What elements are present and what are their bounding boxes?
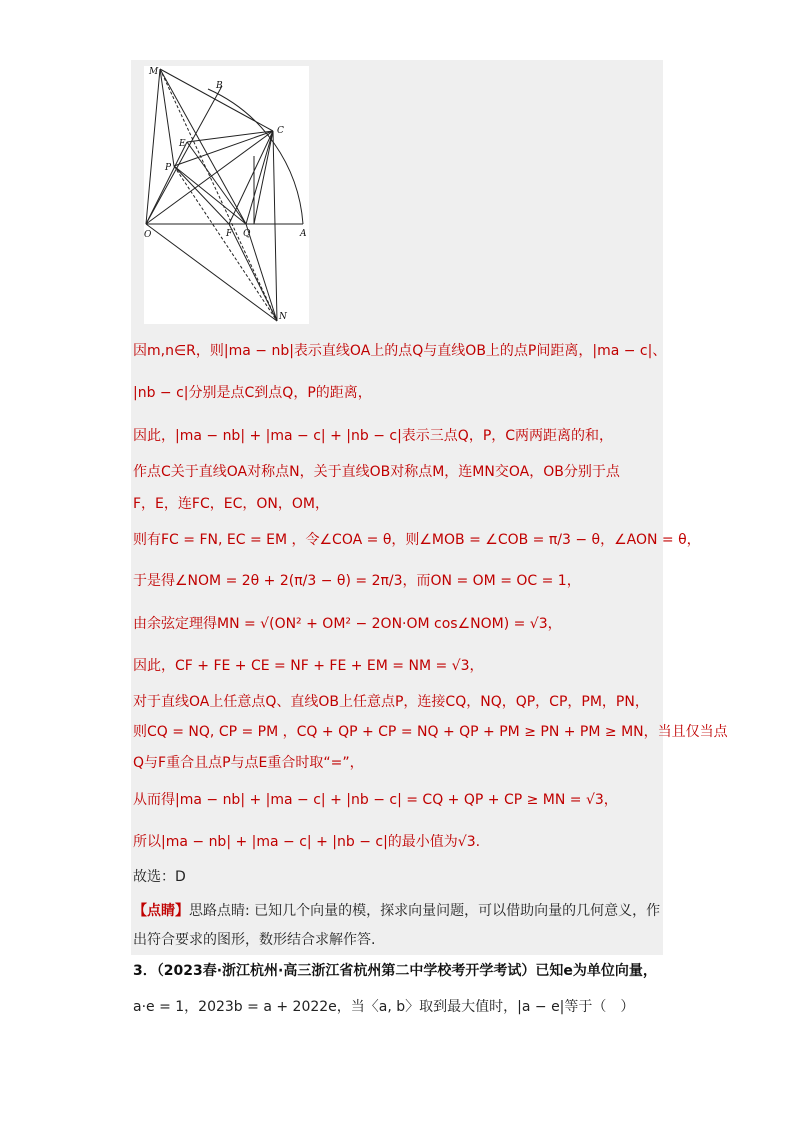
label-F: F: [226, 229, 233, 239]
label-M: M: [149, 67, 159, 77]
label-C: C: [277, 126, 284, 136]
comment-text-1: 思路点睛: 已知几个向量的模，探求向量问题，可以借助向量的几何意义，作: [189, 903, 661, 919]
next-problem-line-1: 3．（2023春·浙江杭州·高三浙江省杭州第二中学校考开学考试）已知e为单位向量，: [133, 963, 657, 979]
label-B: B: [216, 81, 223, 91]
label-Q: Q: [243, 229, 251, 239]
comment-line-2: 出符合要求的图形，数形结合求解作答.: [133, 932, 376, 948]
geometry-figure: [144, 66, 309, 324]
solution-line-1: 因m,n∈R，则|ma − nb|表示直线OA上的点Q与直线OB上的点P间距离，|ma − c|、: [133, 343, 667, 359]
solution-line-9: 因此，CF + FE + CE = NF + FE + EM = NM = √3，: [133, 658, 484, 674]
label-A: A: [300, 229, 307, 239]
solution-line-7: 于是得∠NOM = 2θ + 2(π/3 − θ) = 2π/3，而ON = OM = OC = 1，: [133, 573, 581, 589]
label-P: P: [165, 163, 172, 173]
solution-line-5: F，E，连FC，EC，ON，OM，: [133, 496, 329, 512]
solution-line-2: |nb − c|分别是点C到点Q，P的距离，: [133, 385, 372, 401]
solution-line-10: 对于直线OA上任意点Q、直线OB上任意点P，连接CQ，NQ，QP，CP，PM，PN，: [133, 694, 649, 710]
geometry-diagram: [144, 66, 309, 324]
next-problem-line-2: a·e = 1，2023b = a + 2022e，当〈a, b〉取到最大值时，|a − e|等于（ ）: [133, 999, 635, 1015]
label-E: E: [179, 139, 186, 149]
answer-line: 故选：D: [133, 869, 186, 885]
comment-tag: 【点睛】: [133, 903, 189, 919]
solution-line-8: 由余弦定理得MN = √(ON² + OM² − 2ON·OM cos∠NOM) = √3，: [133, 616, 562, 632]
solution-line-6: 则有FC = FN, EC = EM ，令∠COA = θ，则∠MOB = ∠COB = π/3 − θ，∠AON = θ，: [133, 532, 701, 548]
comment-line-1: [133, 901, 660, 921]
solution-line-3: 因此，|ma − nb| + |ma − c| + |nb − c|表示三点Q，P，C两两距离的和，: [133, 428, 614, 444]
label-N: N: [279, 312, 287, 322]
label-O: O: [144, 230, 152, 240]
solution-line-13: 从而得|ma − nb| + |ma − c| + |nb − c| = CQ + QP + CP ≥ MN = √3，: [133, 792, 618, 808]
solution-line-11: 则CQ = NQ, CP = PM ，CQ + QP + CP = NQ + QP + PM ≥ PN + PM ≥ MN，当且仅当点: [133, 724, 728, 740]
solution-line-4: 作点C关于直线OA对称点N，关于直线OB对称点M，连MN交OA，OB分别于点: [133, 464, 620, 480]
solution-line-14: 所以|ma − nb| + |ma − c| + |nb − c|的最小值为√3.: [133, 834, 481, 850]
solution-line-12: Q与F重合且点P与点E重合时取“=”，: [133, 755, 364, 771]
